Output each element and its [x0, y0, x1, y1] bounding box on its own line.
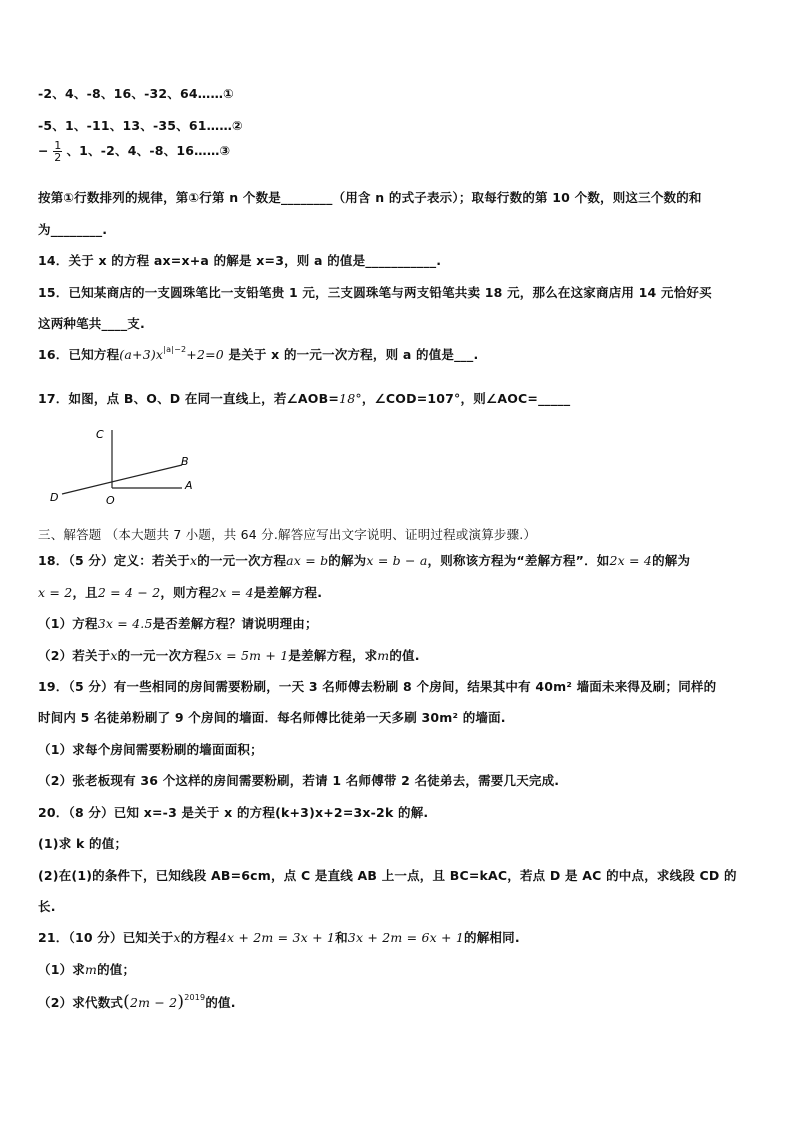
q21-2-right-paren: ) — [177, 992, 185, 1012]
label-b: B — [181, 455, 189, 468]
q18-var-x: x — [190, 553, 198, 568]
q18-2-text-4: 的值. — [389, 648, 420, 663]
question-18-part-2 — [38, 646, 420, 664]
question-18-line-1 — [38, 551, 690, 569]
q21-text-1: 21．（10 分）已知关于 — [38, 930, 174, 945]
sequence-line-2: -5、1、-11、13、-35、61……② — [38, 118, 243, 133]
q18-text-8: 是差解方程. — [253, 585, 323, 600]
sequence-line-1: -2、4、-8、16、-32、64……① — [38, 86, 234, 101]
question-20-line-1: 20．（8 分）已知 x=-3 是关于 x 的方程(k+3)x+2=3x-2k 的解. — [38, 805, 429, 820]
q18-2-text-3: 是差解方程，求 — [288, 648, 378, 663]
section-3-heading: 三、解答题 （本大题共 7 小题，共 64 分.解答应写出文字说明、证明过程或演算步骤.） — [38, 527, 537, 542]
question-19-line-2: 时间内 5 名徒弟粉刷了 9 个房间的墙面．每名师傅比徒弟一天多刷 30m² 的墙面. — [38, 710, 506, 725]
angle-figure — [40, 420, 210, 510]
q18-eq-ax-b: ax = b — [286, 553, 329, 568]
question-13-line-1: 按第①行数排列的规律，第①行第 n 个数是________（用含 n 的式子表示）；取每行数的第 10 个数，则这三个数的和 — [38, 190, 702, 205]
q21-1-text-1: （1）求 — [38, 962, 85, 977]
q21-2-exponent: 2019 — [184, 993, 206, 1002]
q18-1-text-2: 是否差解方程？请说明理由； — [152, 616, 318, 631]
q18-2-text-2: 的一元一次方程 — [117, 648, 207, 663]
question-14: 14．关于 x 的方程 ax=x+a 的解是 x=3，则 a 的值是___________. — [38, 253, 442, 268]
question-18-line-2 — [38, 583, 322, 601]
sequence-line-3 — [38, 140, 230, 163]
q21-text-3: 和 — [335, 930, 348, 945]
q18-eq-x-2: x = 2 — [38, 585, 73, 600]
question-19-line-1: 19．（5 分）有一些相同的房间需要粉刷，一天 3 名师傅去粉刷 8 个房间，结果其中有 40m² 墙面未来得及刷；同样的 — [38, 679, 717, 694]
q18-1-equation: 3x = 4.5 — [97, 616, 153, 631]
q18-text-5: 的解为 — [652, 553, 691, 568]
question-16 — [38, 345, 478, 363]
fraction-denominator: 2 — [54, 151, 62, 164]
question-20-part-2-line-1: (2)在(1)的条件下，已知线段 AB=6cm，点 C 是直线 AB 上一点，且 BC=kAC，若点 D 是 AC 的中点，求线段 CD 的 — [38, 868, 737, 883]
question-20-part-2-line-2: 长. — [38, 899, 56, 914]
q18-text-2: 的一元一次方程 — [197, 553, 287, 568]
question-15-line-1: 15．已知某商店的一支圆珠笔比一支铅笔贵 1 元，三支圆珠笔与两支铅笔共卖 18 元，那么在这家商店用 14 元恰好买 — [38, 285, 712, 300]
question-19-part-2: （2）张老板现有 36 个这样的房间需要粉刷，若请 1 名师傅带 2 名徒弟去，需要几天完成. — [38, 773, 560, 788]
question-18-part-1 — [38, 614, 318, 632]
q18-text-6: ，且 — [72, 585, 98, 600]
q18-1-text-1: （1）方程 — [38, 616, 98, 631]
q18-eq-2x-4: 2x = 4 — [609, 553, 653, 568]
q18-text-4: ，则称该方程为“差解方程”．如 — [427, 553, 610, 568]
q21-1-text-2: 的值； — [97, 962, 136, 977]
fraction-numerator: 1 — [54, 139, 62, 152]
q21-1-var-m: m — [85, 962, 98, 977]
question-15-line-2: 这两种笔共____支. — [38, 316, 145, 331]
sequence-line-3-rest: 、1、-2、4、-8、16……③ — [66, 143, 231, 158]
q16-equation: (a+3)x — [119, 347, 164, 362]
question-19-part-1: （1）求每个房间需要粉刷的墙面面积； — [38, 742, 263, 757]
label-a: A — [185, 479, 193, 492]
q21-2-expression: 2m − 2 — [129, 995, 178, 1010]
q17-prefix: 17．如图，点 B、O、D 在同一直线上，若∠AOB= — [38, 391, 340, 406]
q18-2-text-1: （2）若关于 — [38, 648, 111, 663]
q16-equation-tail: +2=0 — [186, 347, 224, 362]
q18-text-3: 的解为 — [328, 553, 367, 568]
q16-exponent: |a|−2 — [163, 345, 187, 354]
q18-eq-2-4-2: 2 = 4 − 2 — [97, 585, 161, 600]
q21-2-left-paren: ( — [123, 992, 130, 1012]
q21-text-2: 的方程 — [180, 930, 219, 945]
question-17 — [38, 389, 570, 407]
q17-suffix: ，∠COD=107°，则∠AOC=_____ — [361, 391, 571, 406]
q21-2-text-1: （2）求代数式 — [38, 995, 124, 1010]
q18-text-1: 18．（5 分）定义：若关于 — [38, 553, 190, 568]
line-db — [62, 465, 182, 494]
question-20-part-1: (1)求 k 的值； — [38, 836, 128, 851]
q21-text-4: 的解相同. — [464, 930, 520, 945]
q21-var-x: x — [173, 930, 181, 945]
question-21-part-2 — [38, 992, 236, 1012]
q16-prefix: 16．已知方程 — [38, 347, 120, 362]
label-c: C — [96, 428, 104, 441]
neg-sign: − — [38, 143, 49, 158]
q18-text-7: ，则方程 — [160, 585, 212, 600]
fraction — [53, 140, 62, 163]
q21-2-text-2: 的值. — [205, 995, 236, 1010]
label-o: O — [106, 494, 115, 507]
q21-equation-1: 4x + 2m = 3x + 1 — [218, 930, 336, 945]
q18-2-var-x: x — [110, 648, 118, 663]
q18-2-equation: 5x = 5m + 1 — [206, 648, 289, 663]
question-21-part-1 — [38, 960, 135, 978]
q21-equation-2: 3x + 2m = 6x + 1 — [347, 930, 465, 945]
q18-eq-x-b-a: x = b − a — [366, 553, 428, 568]
q17-angle-value: 18° — [339, 391, 362, 406]
label-d: D — [50, 491, 59, 504]
question-21-line-1 — [38, 928, 520, 946]
question-13-line-2: 为________. — [38, 222, 108, 237]
q16-suffix: 是关于 x 的一元一次方程，则 a 的值是___. — [228, 347, 479, 362]
q18-eq-2x-4b: 2x = 4 — [211, 585, 254, 600]
q18-2-var-m: m — [377, 648, 390, 663]
